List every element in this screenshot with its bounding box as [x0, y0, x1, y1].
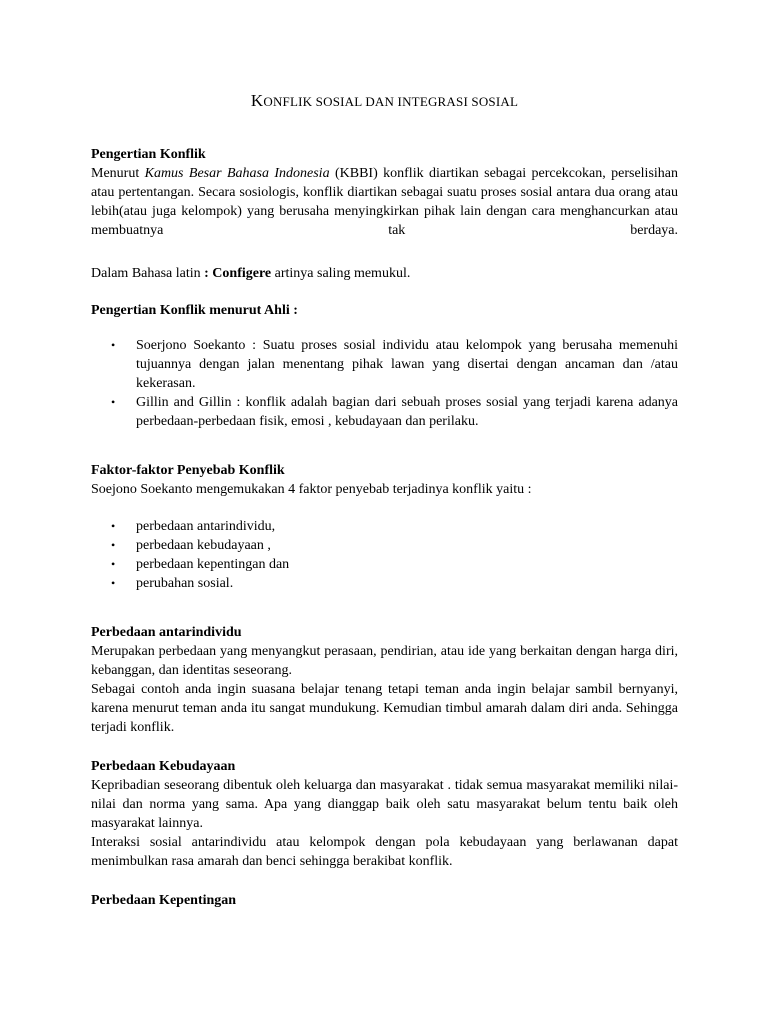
latin-prefix: Dalam Bahasa latin — [91, 266, 205, 281]
paragraph-kebudayaan-1: Kepribadian seseorang dibentuk oleh keluarga dan masyarakat . tidak semua masyarakat memiliki nilai-nilai dan norma yang sama. Apa yang dianggap baik oleh satu masyarakat belum tentu baik oleh masyarakat lainnya. — [91, 778, 678, 831]
list-item-text: perbedaan kebudayaan , — [136, 538, 271, 553]
list-item — [91, 536, 678, 555]
bullet-icon: • — [111, 519, 116, 533]
paragraph-latin — [91, 264, 678, 283]
paragraph-antarindividu-1: Merupakan perbedaan yang menyangkut perasaan, pendirian, atau ide yang berkaitan dengan harga diri, kebanggan, dan identitas seseorang. — [91, 644, 678, 678]
heading-pengertian-konflik: Pengertian Konflik — [91, 147, 206, 162]
list-faktor — [91, 517, 678, 593]
paragraph-text: Menurut — [91, 166, 145, 181]
list-item-text: Gillin and Gillin : konflik adalah bagian dari sebuah proses sosial yang terjadi karena adanya perbedaan-perbedaan fisik, emosi , kebudayaan dan perilaku. — [136, 395, 678, 429]
bullet-icon: • — [111, 338, 116, 352]
heading-pengertian-ahli: Pengertian Konflik menurut Ahli : — [91, 303, 298, 318]
bullet-icon: • — [111, 557, 116, 571]
document-title — [91, 91, 678, 111]
paragraph-kebudayaan-2: Interaksi sosial antarindividu atau kelompok dengan pola kebudayaan yang berlawanan dapat menimbulkan rasa amarah dan benci sehingga berakibat konflik. — [91, 835, 678, 869]
list-item — [91, 336, 678, 393]
heading-faktor-penyebab: Faktor-faktor Penyebab Konflik — [91, 463, 285, 478]
paragraph-pengertian-konflik — [91, 164, 678, 240]
list-item — [91, 574, 678, 593]
document-content — [91, 91, 678, 910]
bullet-icon: • — [111, 395, 116, 409]
list-item — [91, 555, 678, 574]
paragraph-text: (KBBI) konflik diartikan sebagai percekcokan, perselisihan atau pertentangan. Secara sosiologis, konflik diartikan sebagai suatu proses sosial antara dua orang atau lebih(atau juga kelompok) yang berusaha menyingkirkan pihak lain dengan cara menghancurkan atau membuatnya tak berdaya. — [91, 166, 678, 238]
list-item — [91, 517, 678, 536]
paragraph-faktor-intro: Soejono Soekanto mengemukakan 4 faktor penyebab terjadinya konflik yaitu : — [91, 482, 532, 497]
title-rest: ONFLIK SOSIAL DAN INTEGRASI SOSIAL — [263, 94, 519, 109]
list-item-text: perbedaan antarindividu, — [136, 519, 276, 534]
bullet-icon: • — [111, 538, 116, 552]
paragraph-antarindividu-2: Sebagai contoh anda ingin suasana belajar tenang tetapi teman anda ingin belajar sambil bernyanyi, karena menurut teman anda itu sangat mundukung. Kemudian timbul amarah dalam diri anda. Sehingga terjadi konflik. — [91, 682, 678, 735]
heading-perbedaan-kepentingan: Perbedaan Kepentingan — [91, 893, 237, 908]
list-item-text: perbedaan kepentingan dan — [136, 557, 290, 572]
list-ahli — [91, 336, 678, 431]
heading-perbedaan-antarindividu: Perbedaan antarindividu — [91, 625, 242, 640]
list-item — [91, 393, 678, 431]
latin-suffix: artinya saling memukul. — [271, 266, 411, 281]
list-item-text: Soerjono Soekanto : Suatu proses sosial individu atau kelompok yang berusaha memenuhi tujuannya dengan jalan menentang pihak lawan yang disertai dengan ancaman dan /atau kekerasan. — [136, 338, 678, 391]
list-item-text: perubahan sosial. — [136, 576, 234, 591]
latin-term: : Configere — [204, 266, 272, 281]
bullet-icon: • — [111, 576, 116, 590]
title-first-letter: K — [250, 91, 264, 110]
heading-perbedaan-kebudayaan: Perbedaan Kebudayaan — [91, 759, 236, 774]
kbbi-title: Kamus Besar Bahasa Indonesia — [144, 166, 330, 181]
